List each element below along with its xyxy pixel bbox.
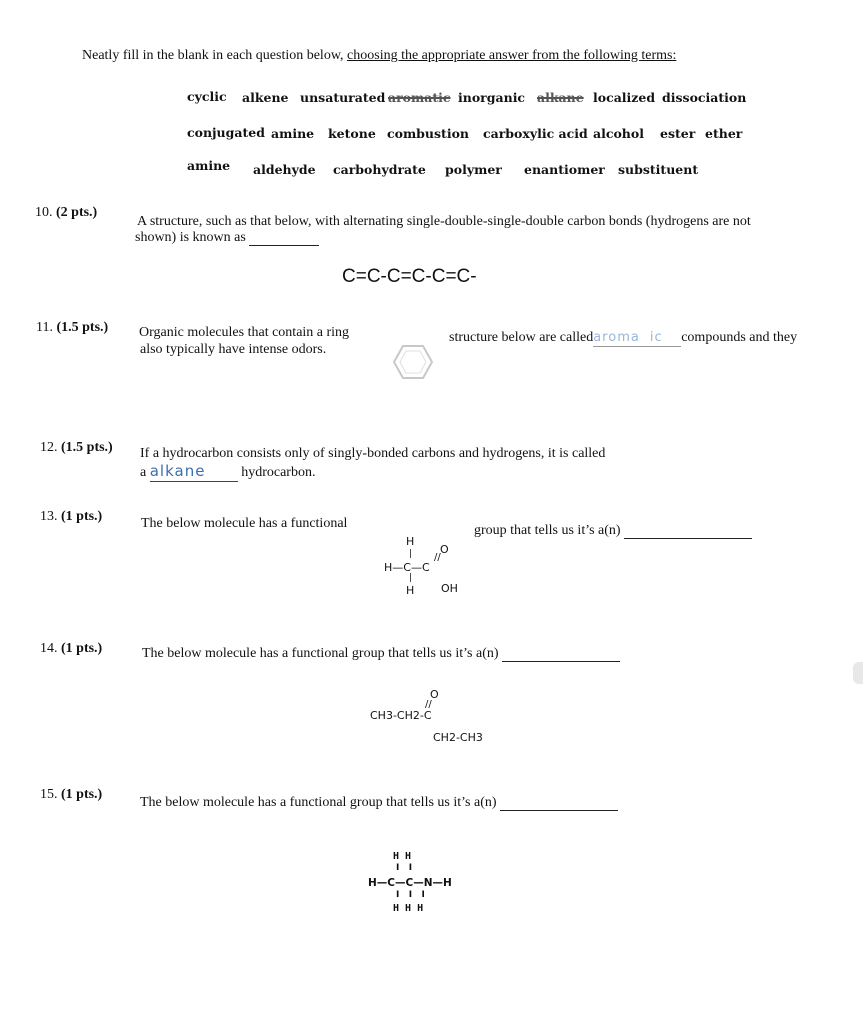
- term: unsaturated: [300, 90, 386, 105]
- question-13-points: (1 pts.): [61, 509, 103, 524]
- instructions-prefix: Neatly fill in the blank in each question below,: [82, 48, 348, 63]
- question-14-text: The below molecule has a functional group that tells us it’s a(n): [142, 646, 620, 662]
- question-14-number: 14. (1 pts.): [40, 641, 103, 656]
- question-12-number: 12. (1.5 pts.): [40, 440, 113, 455]
- answer-blank[interactable]: [502, 647, 620, 662]
- instructions: [82, 48, 676, 64]
- question-15-points: (1 pts.): [61, 787, 103, 802]
- term: ester: [660, 126, 696, 141]
- conjugated-chain: C=C-C=C-C=C-: [342, 266, 477, 287]
- answer-blank[interactable]: [150, 462, 238, 482]
- term: substituent: [618, 162, 699, 177]
- question-10-line1: A structure, such as that below, with alternating single-double-single-double carbon bonds (hydrogens are not: [137, 214, 751, 229]
- instructions-underlined: choosing the appropriate answer from the following terms:: [347, 48, 677, 63]
- term-crossed: aromatic: [388, 90, 451, 105]
- answer-blank[interactable]: [500, 796, 618, 811]
- question-10-line2: shown) is known as: [135, 230, 319, 246]
- question-11-left1: Organic molecules that contain a ring: [139, 325, 350, 340]
- answer-blank[interactable]: [249, 231, 319, 246]
- term: amine: [187, 158, 231, 173]
- question-11-points: (1.5 pts.): [56, 320, 109, 335]
- term: carbohydrate: [333, 162, 426, 177]
- question-13-number: 13. (1 pts.): [40, 509, 103, 524]
- question-15-number: 15. (1 pts.): [40, 787, 103, 802]
- term: polymer: [445, 162, 502, 177]
- question-11-left2: also typically have intense odors.: [140, 342, 327, 357]
- term: conjugated: [187, 125, 265, 140]
- handwritten-answer: aroma: [593, 330, 640, 345]
- term: ketone: [328, 126, 376, 141]
- term: ether: [705, 126, 743, 141]
- question-15-text: The below molecule has a functional group that tells us it’s a(n): [140, 795, 618, 811]
- question-11-number: 11. (1.5 pts.): [36, 320, 109, 335]
- handwritten-answer: alkane: [149, 462, 206, 480]
- term: carboxylic acid: [483, 126, 588, 141]
- term: combustion: [387, 126, 469, 141]
- question-12-line2: a alkane hydrocarbon.: [140, 462, 316, 480]
- answer-blank[interactable]: [624, 524, 752, 539]
- answer-blank[interactable]: aroma ic: [593, 330, 681, 347]
- benzene-ring-icon: [392, 342, 434, 382]
- term: enantiomer: [524, 162, 605, 177]
- question-10-number: 10. (2 pts.): [35, 205, 98, 220]
- term-crossed: alkane: [537, 90, 584, 105]
- term: aldehyde: [253, 162, 316, 177]
- question-13-left: The below molecule has a functional: [141, 516, 348, 531]
- term: cyclic: [187, 89, 227, 104]
- term: amine: [271, 126, 315, 141]
- term: alcohol: [593, 126, 644, 141]
- term: localized: [593, 90, 656, 105]
- question-12-line1: If a hydrocarbon consists only of singly-bonded carbons and hydrogens, it is called: [140, 446, 606, 461]
- scan-artifact: [853, 662, 863, 684]
- question-10-points: (2 pts.): [56, 205, 98, 220]
- question-13-right: group that tells us it’s a(n): [474, 523, 752, 539]
- term: alkene: [242, 90, 289, 105]
- term: dissociation: [662, 90, 747, 105]
- question-14-points: (1 pts.): [61, 641, 103, 656]
- question-11-right: structure below are calledaroma ic compounds and they: [449, 330, 798, 345]
- question-12-points: (1.5 pts.): [61, 440, 113, 455]
- term: inorganic: [458, 90, 526, 105]
